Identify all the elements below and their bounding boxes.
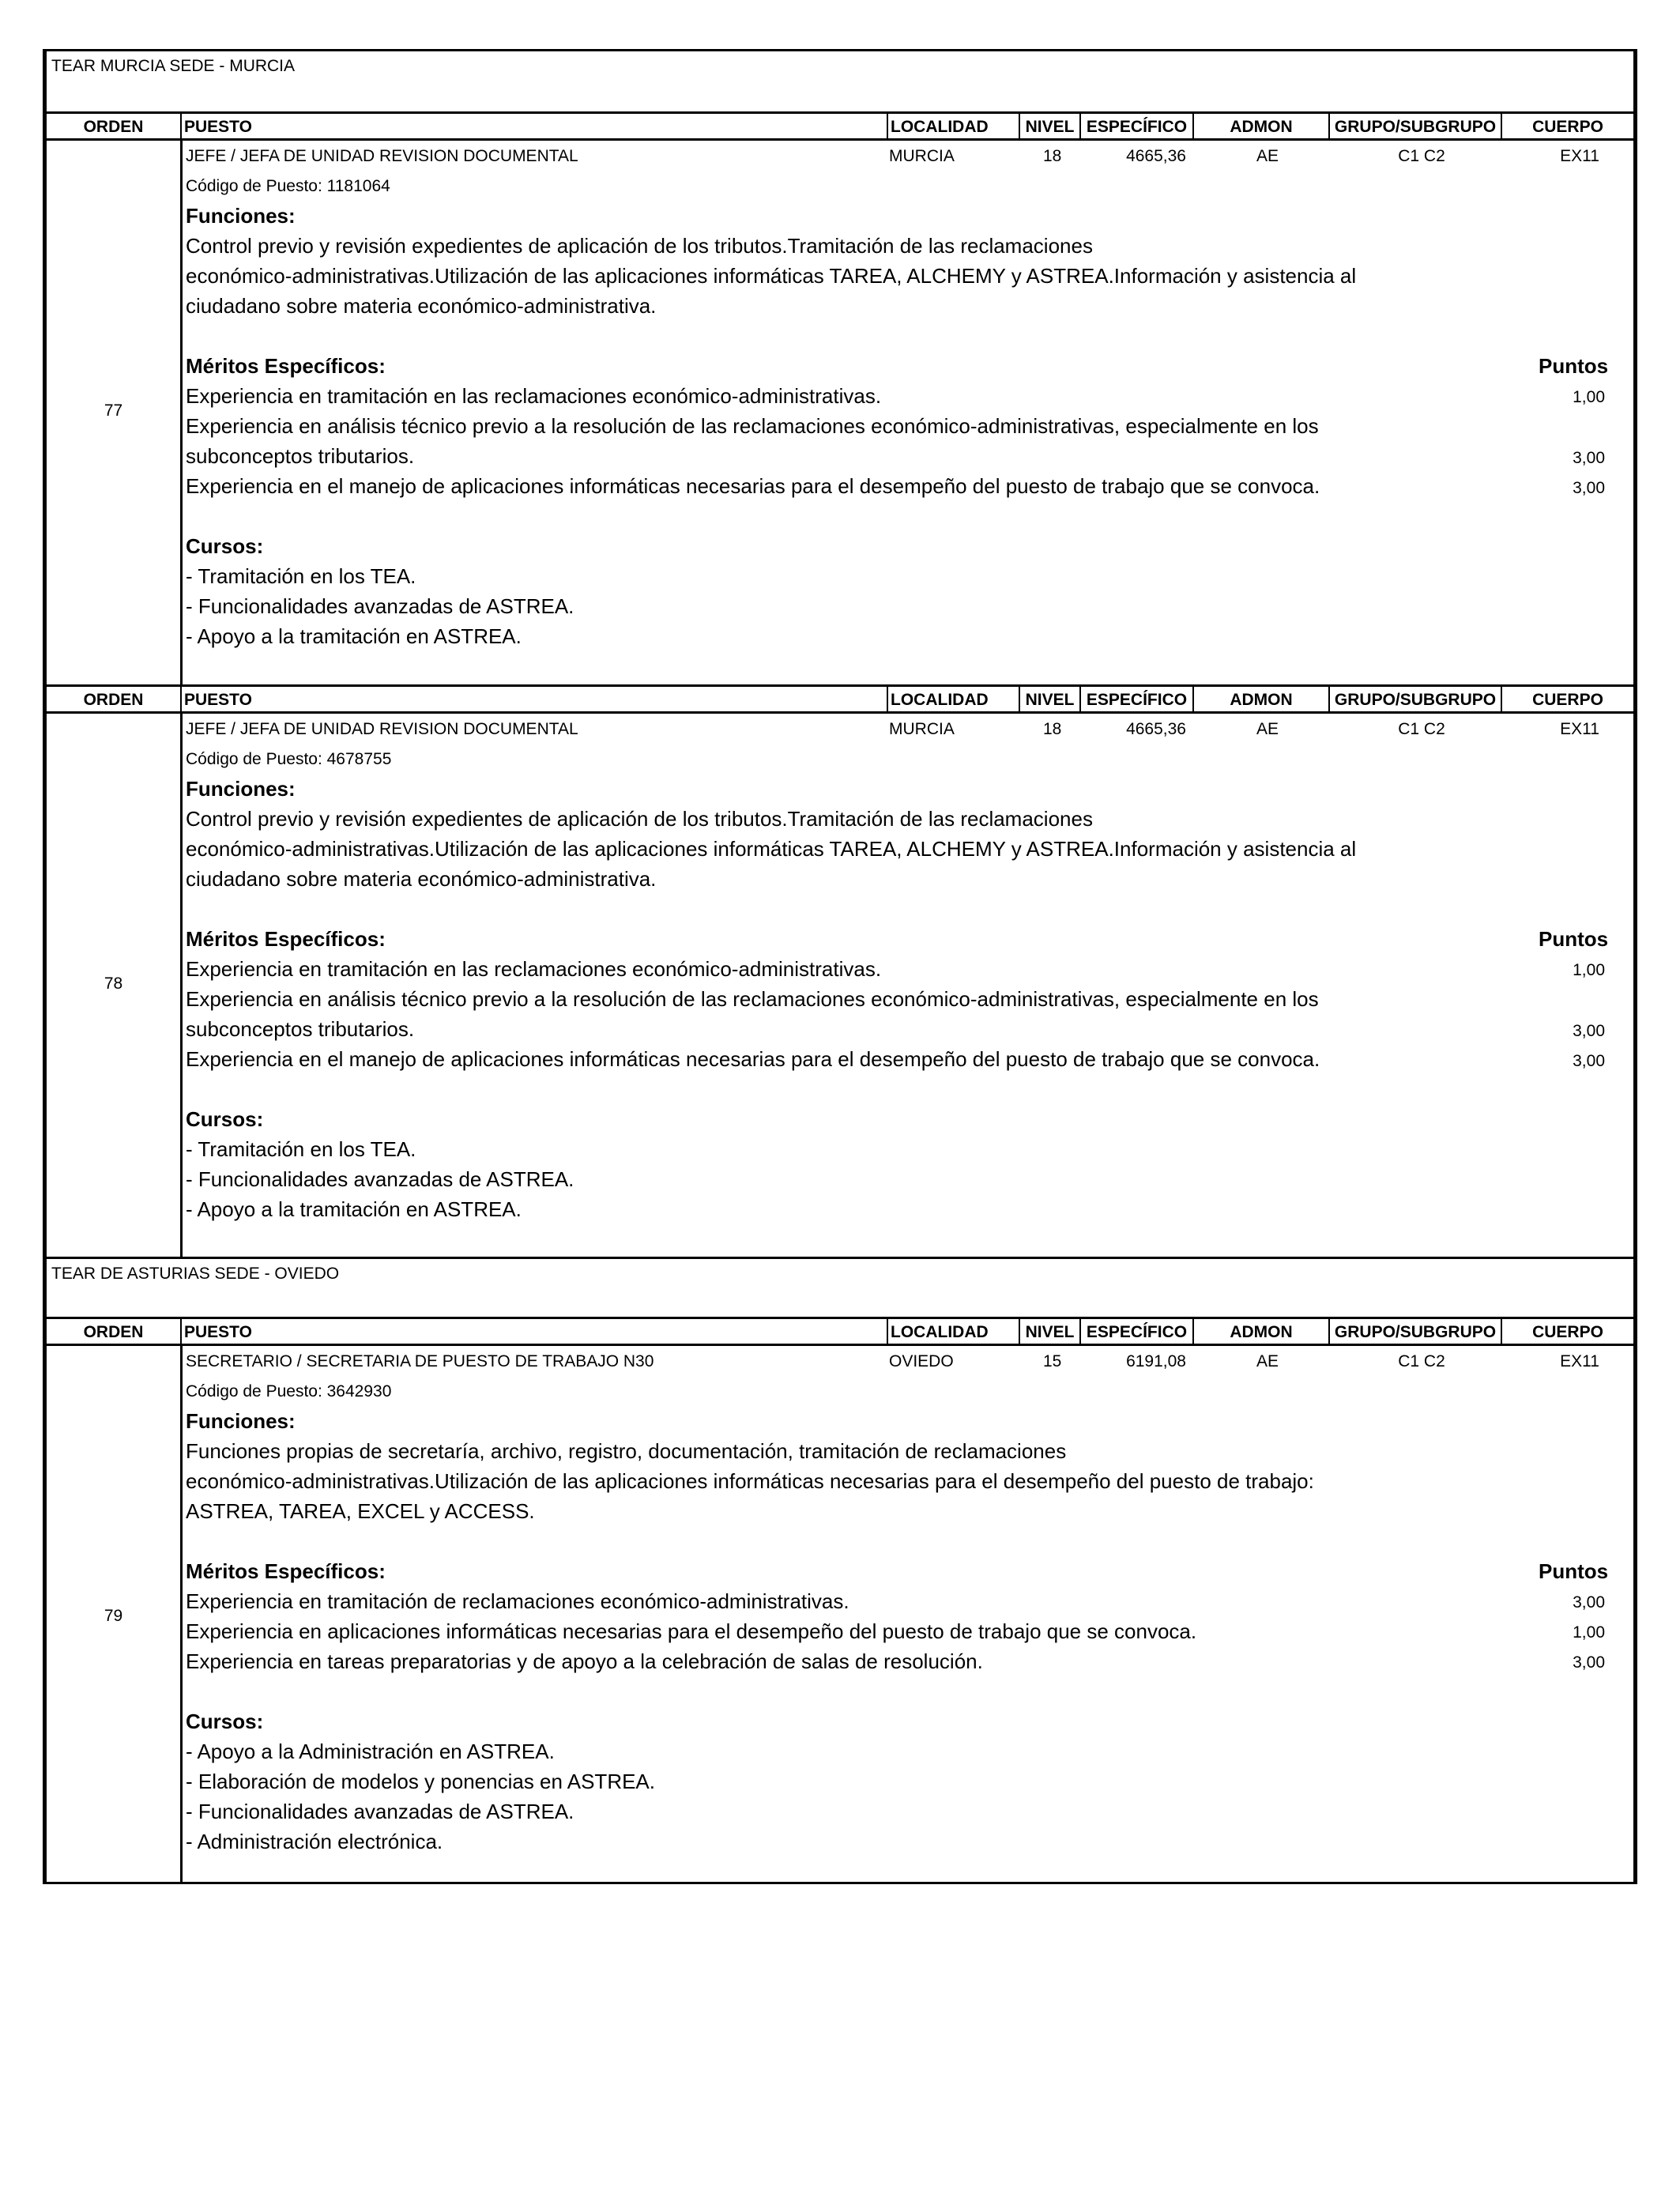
meritos-label: Méritos Específicos: xyxy=(186,354,386,378)
header-especifico: ESPECÍFICO xyxy=(1079,1319,1192,1344)
puesto-value: JEFE / JEFA DE UNIDAD REVISION DOCUMENTAL xyxy=(186,147,578,165)
header-cuerpo: CUERPO xyxy=(1501,1319,1633,1344)
puesto-value: JEFE / JEFA DE UNIDAD REVISION DOCUMENTAL xyxy=(186,720,578,738)
funciones-label: Funciones: xyxy=(186,1409,296,1433)
merito-line: Experiencia en tramitación en las reclamaciones económico-administrativas. xyxy=(186,957,882,981)
puesto-value: SECRETARIO / SECRETARIA DE PUESTO DE TRABAJO N30 xyxy=(186,1352,654,1370)
curso-line: - Funcionalidades avanzadas de ASTREA. xyxy=(186,1800,574,1823)
orden-number: 78 xyxy=(104,974,123,993)
codigo-puesto: Código de Puesto: 4678755 xyxy=(186,750,392,768)
codigo-puesto: Código de Puesto: 3642930 xyxy=(186,1382,392,1400)
header-cuerpo: CUERPO xyxy=(1501,114,1633,138)
header-cuerpo: CUERPO xyxy=(1501,687,1633,711)
section-title-text: TEAR MURCIA SEDE - MURCIA xyxy=(51,57,296,75)
section-title-text: TEAR DE ASTURIAS SEDE - OVIEDO xyxy=(51,1265,340,1283)
header-orden: ORDEN xyxy=(83,118,144,136)
curso-line: - Elaboración de modelos y ponencias en ASTREA. xyxy=(186,1770,656,1793)
merito-line: Experiencia en análisis técnico previo a la resolución de las reclamaciones económico-administrativas, especialmente en los xyxy=(186,414,1319,438)
entry-78 xyxy=(47,714,1633,1257)
header-nivel: NIVEL xyxy=(1019,687,1079,711)
merito-puntos: 3,00 xyxy=(1573,1022,1605,1040)
funciones-line: económico-administrativas.Utilización de las aplicaciones informáticas TAREA, ALCHEMY y ASTREA.Información y asistencia al xyxy=(186,837,1357,861)
merito-puntos: 3,00 xyxy=(1573,1653,1605,1672)
entry-79 xyxy=(47,1346,1633,1882)
puntos-label: Puntos xyxy=(1539,1559,1609,1583)
header-puesto: PUESTO xyxy=(180,114,887,138)
curso-line: - Apoyo a la tramitación en ASTREA. xyxy=(186,624,522,648)
merito-line: subconceptos tributarios. xyxy=(186,1017,415,1041)
funciones-label: Funciones: xyxy=(186,204,296,228)
header-orden: ORDEN xyxy=(83,691,144,709)
header-grupo: GRUPO/SUBGRUPO xyxy=(1328,114,1501,138)
meritos-label: Méritos Específicos: xyxy=(186,1559,386,1583)
merito-line: Experiencia en análisis técnico previo a la resolución de las reclamaciones económico-administrativas, especialmente en los xyxy=(186,987,1319,1011)
curso-line: - Funcionalidades avanzadas de ASTREA. xyxy=(186,594,574,618)
grupo-value: C1 C2 xyxy=(1398,1352,1445,1370)
section-title xyxy=(47,1257,1633,1317)
merito-line: Experiencia en el manejo de aplicaciones informáticas necesarias para el desempeño del puesto de trabajo que se convoca. xyxy=(186,474,1320,498)
merito-puntos: 1,00 xyxy=(1573,961,1605,979)
especifico-value: 4665,36 xyxy=(1126,147,1186,165)
merito-line: Experiencia en tramitación de reclamaciones económico-administrativas. xyxy=(186,1589,849,1613)
cursos-label: Cursos: xyxy=(186,1710,264,1733)
admon-value: AE xyxy=(1256,720,1279,738)
header-localidad: LOCALIDAD xyxy=(887,687,1019,711)
meritos-label: Méritos Específicos: xyxy=(186,927,386,951)
curso-line: - Tramitación en los TEA. xyxy=(186,1137,416,1161)
header-puesto: PUESTO xyxy=(180,687,887,711)
merito-puntos: 3,00 xyxy=(1573,449,1605,467)
nivel-value: 18 xyxy=(1043,147,1062,165)
cuerpo-value: EX11 xyxy=(1560,147,1599,165)
funciones-line: ASTREA, TAREA, EXCEL y ACCESS. xyxy=(186,1499,535,1523)
especifico-value: 4665,36 xyxy=(1126,720,1186,738)
header-puesto: PUESTO xyxy=(180,1319,887,1344)
merito-puntos: 1,00 xyxy=(1573,388,1605,406)
grupo-value: C1 C2 xyxy=(1398,147,1445,165)
grupo-value: C1 C2 xyxy=(1398,720,1445,738)
header-nivel: NIVEL xyxy=(1019,114,1079,138)
cuerpo-value: EX11 xyxy=(1560,1352,1599,1370)
funciones-line: Control previo y revisión expedientes de aplicación de los tributos.Tramitación de las reclamaciones xyxy=(186,807,1093,831)
funciones-label: Funciones: xyxy=(186,777,296,801)
section-title xyxy=(47,51,1633,111)
cursos-label: Cursos: xyxy=(186,1107,264,1131)
merito-line: Experiencia en el manejo de aplicaciones informáticas necesarias para el desempeño del puesto de trabajo que se convoca. xyxy=(186,1047,1320,1071)
funciones-line: Control previo y revisión expedientes de aplicación de los tributos.Tramitación de las reclamaciones xyxy=(186,234,1093,258)
merito-line: Experiencia en tareas preparatorias y de apoyo a la celebración de salas de resolución. xyxy=(186,1649,983,1673)
nivel-value: 15 xyxy=(1043,1352,1062,1370)
funciones-line: económico-administrativas.Utilización de las aplicaciones informáticas TAREA, ALCHEMY y ASTREA.Información y asistencia al xyxy=(186,264,1357,288)
puntos-label: Puntos xyxy=(1539,927,1609,951)
curso-line: - Apoyo a la tramitación en ASTREA. xyxy=(186,1197,522,1221)
curso-line: - Funcionalidades avanzadas de ASTREA. xyxy=(186,1167,574,1191)
admon-value: AE xyxy=(1256,1352,1279,1370)
merito-line: Experiencia en aplicaciones informáticas necesarias para el desempeño del puesto de trabajo que se convoca. xyxy=(186,1619,1197,1643)
localidad-value: OVIEDO xyxy=(889,1352,954,1370)
orden-number: 77 xyxy=(104,401,123,420)
header-admon: ADMON xyxy=(1192,1319,1328,1344)
nivel-value: 18 xyxy=(1043,720,1062,738)
especifico-value: 6191,08 xyxy=(1126,1352,1186,1370)
document-table xyxy=(43,49,1637,1884)
localidad-value: MURCIA xyxy=(889,147,955,165)
header-especifico: ESPECÍFICO xyxy=(1079,114,1192,138)
header-especifico: ESPECÍFICO xyxy=(1079,687,1192,711)
localidad-value: MURCIA xyxy=(889,720,955,738)
merito-line: subconceptos tributarios. xyxy=(186,444,415,468)
header-nivel: NIVEL xyxy=(1019,1319,1079,1344)
header-grupo: GRUPO/SUBGRUPO xyxy=(1328,687,1501,711)
entry-77 xyxy=(47,141,1633,684)
header-admon: ADMON xyxy=(1192,114,1328,138)
cuerpo-value: EX11 xyxy=(1560,720,1599,738)
funciones-line: ciudadano sobre materia económico-administrativa. xyxy=(186,867,657,891)
header-grupo: GRUPO/SUBGRUPO xyxy=(1328,1319,1501,1344)
orden-number: 79 xyxy=(104,1607,123,1625)
merito-puntos: 3,00 xyxy=(1573,479,1605,497)
table-header xyxy=(47,684,1633,714)
puntos-label: Puntos xyxy=(1539,354,1609,378)
table-header xyxy=(47,111,1633,141)
table-header xyxy=(47,1317,1633,1346)
curso-line: - Tramitación en los TEA. xyxy=(186,564,416,588)
codigo-puesto: Código de Puesto: 1181064 xyxy=(186,177,390,195)
merito-line: Experiencia en tramitación en las reclamaciones económico-administrativas. xyxy=(186,384,882,408)
header-orden: ORDEN xyxy=(83,1323,144,1341)
curso-line: - Apoyo a la Administración en ASTREA. xyxy=(186,1740,555,1763)
header-admon: ADMON xyxy=(1192,687,1328,711)
merito-puntos: 3,00 xyxy=(1573,1052,1605,1070)
admon-value: AE xyxy=(1256,147,1279,165)
header-localidad: LOCALIDAD xyxy=(887,114,1019,138)
merito-puntos: 3,00 xyxy=(1573,1593,1605,1612)
header-localidad: LOCALIDAD xyxy=(887,1319,1019,1344)
cursos-label: Cursos: xyxy=(186,534,264,558)
funciones-line: ciudadano sobre materia económico-administrativa. xyxy=(186,294,657,318)
curso-line: - Administración electrónica. xyxy=(186,1830,443,1853)
funciones-line: Funciones propias de secretaría, archivo, registro, documentación, tramitación de reclamaciones xyxy=(186,1439,1067,1463)
funciones-line: económico-administrativas.Utilización de las aplicaciones informáticas necesarias para el desempeño del puesto de trabajo: xyxy=(186,1469,1314,1493)
merito-puntos: 1,00 xyxy=(1573,1623,1605,1642)
